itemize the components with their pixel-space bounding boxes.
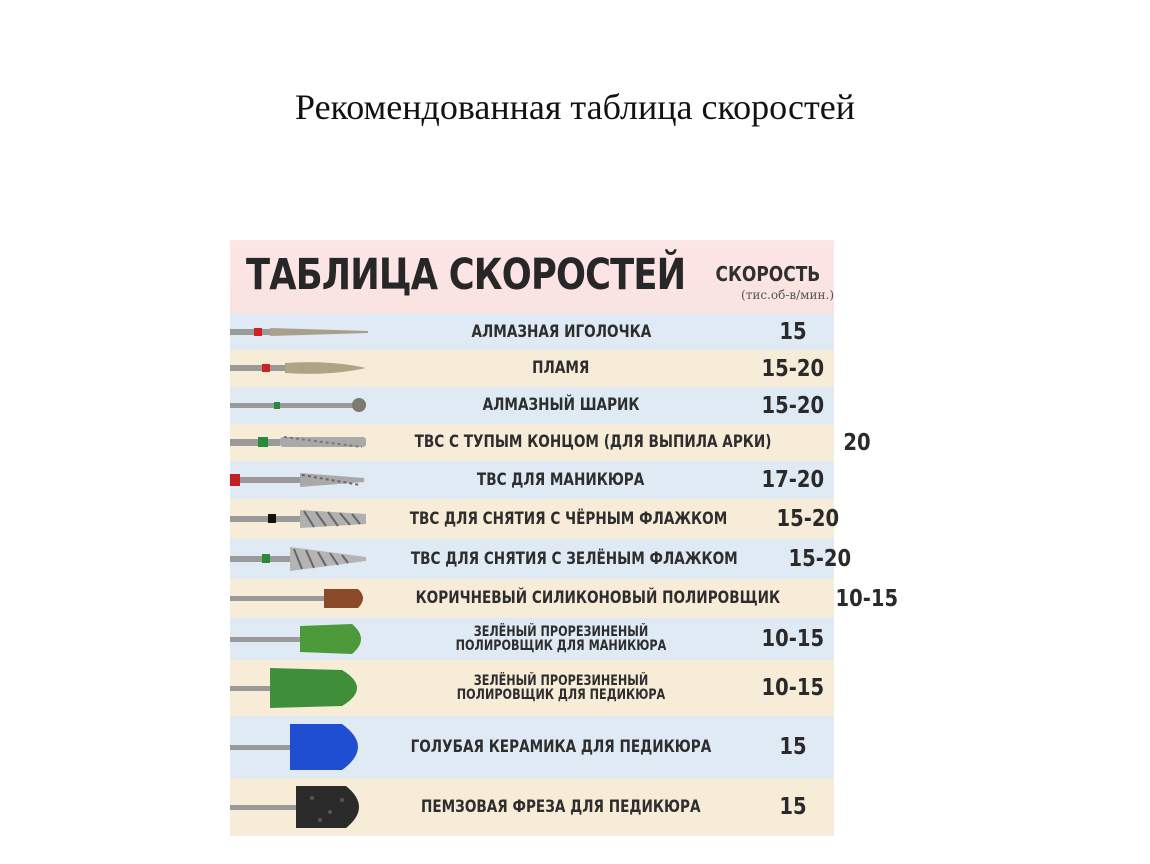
table-row xyxy=(230,387,834,424)
table-row xyxy=(230,499,840,539)
speed-column-title: СКОРОСТЬ xyxy=(715,262,820,286)
table-row xyxy=(230,314,834,350)
row-speed: 17-20 xyxy=(761,467,825,493)
table-row xyxy=(230,539,851,579)
row-name: ЗЕЛЁНЫЙ ПРОРЕЗИНЕНЫЙ ПОЛИРОВЩИК ДЛЯ ПЕДИКЮРА xyxy=(456,673,666,703)
row-speed: 10-15 xyxy=(761,626,825,652)
table-title: ТАБЛИЦА СКОРОСТЕЙ xyxy=(246,250,686,300)
row-name: ПЛАМЯ xyxy=(532,358,590,378)
table-row xyxy=(230,660,834,716)
row-speed: 15-20 xyxy=(776,506,840,532)
table-row xyxy=(230,461,834,499)
bit-green-polisher-manicure-icon xyxy=(230,618,370,660)
row-speed: 15-20 xyxy=(788,546,851,572)
row-name: ТВС ДЛЯ СНЯТИЯ С ЗЕЛЁНЫМ ФЛАЖКОМ xyxy=(410,548,738,569)
row-speed: 15 xyxy=(779,734,807,760)
table-row xyxy=(230,350,834,387)
row-name: ГОЛУБАЯ КЕРАМИКА ДЛЯ ПЕДИКЮРА xyxy=(410,736,712,757)
bit-ball-icon xyxy=(230,387,370,424)
table-row xyxy=(230,618,834,660)
row-name: ТВС С ТУПЫМ КОНЦОМ (ДЛЯ ВЫПИЛА АРКИ) xyxy=(414,432,772,452)
table-row xyxy=(230,778,834,836)
table-row xyxy=(230,579,898,618)
bit-brown-polisher-icon xyxy=(230,579,370,618)
speed-table-image xyxy=(230,240,898,836)
row-speed: 10-15 xyxy=(761,675,825,701)
bit-blunt-carbide-icon xyxy=(230,424,370,461)
row-name: ЗЕЛЁНЫЙ ПРОРЕЗИНЕНЫЙ ПОЛИРОВЩИК ДЛЯ МАНИКЮРА xyxy=(455,624,667,654)
row-speed: 10-15 xyxy=(835,585,898,612)
row-speed: 20 xyxy=(843,429,871,456)
speed-column-unit: (тис.об-в/мин.) xyxy=(741,288,834,302)
slide-title: Рекомендованная таблица скоростей xyxy=(295,87,855,127)
row-name: ПЕМЗОВАЯ ФРЕЗА ДЛЯ ПЕДИКЮРА xyxy=(421,796,701,817)
row-name: КОРИЧНЕВЫЙ СИЛИКОНОВЫЙ ПОЛИРОВЩИК xyxy=(415,588,781,608)
table-row xyxy=(230,424,871,461)
bit-flame-icon xyxy=(230,350,370,387)
row-name: ТВС ДЛЯ СНЯТИЯ С ЧЁРНЫМ ФЛАЖКОМ xyxy=(409,508,728,529)
bit-needle-icon xyxy=(230,314,370,350)
bit-blue-ceramic-icon xyxy=(230,716,370,778)
row-speed: 15-20 xyxy=(761,392,825,419)
bit-manicure-carbide-icon xyxy=(230,461,370,499)
row-name: ТВС ДЛЯ МАНИКЮРА xyxy=(477,469,645,490)
bit-removal-green-flag-icon xyxy=(230,539,370,579)
row-speed: 15 xyxy=(779,794,807,820)
row-name: АЛМАЗНАЯ ИГОЛОЧКА xyxy=(471,321,651,342)
bit-green-polisher-pedicure-icon xyxy=(230,660,370,716)
bit-pumice-icon xyxy=(230,778,370,836)
row-name: АЛМАЗНЫЙ ШАРИК xyxy=(482,395,640,415)
row-speed: 15 xyxy=(779,319,807,345)
table-row xyxy=(230,716,834,778)
row-speed: 15-20 xyxy=(761,355,825,382)
table-header xyxy=(230,240,834,314)
bit-removal-black-flag-icon xyxy=(230,499,370,539)
